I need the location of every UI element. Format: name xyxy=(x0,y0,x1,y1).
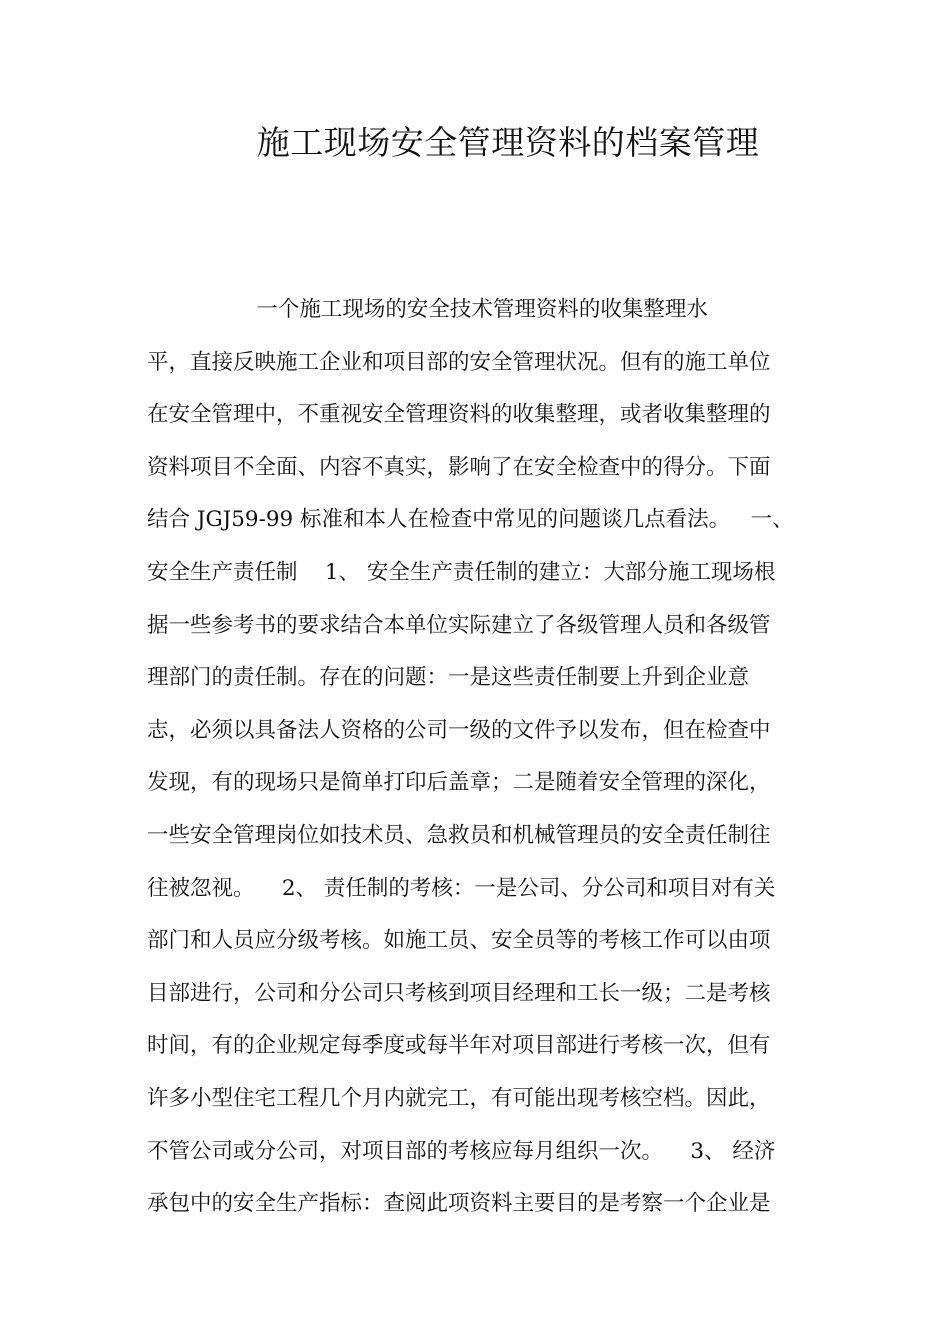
body-line: 往被忽视。 2、 责任制的考核：一是公司、分公司和项目对有关 xyxy=(147,875,776,901)
body-line: 发现，有的现场只是简单打印后盖章；二是随着安全管理的深化， xyxy=(147,770,771,796)
document-body xyxy=(147,284,807,1231)
body-line: 许多小型住宅工程几个月内就完工，有可能出现考核空档。因此， xyxy=(147,1085,771,1111)
body-line: 资料项目不全面、内容不真实，影响了在安全检查中的得分。下面 xyxy=(147,454,771,480)
body-line: 在安全管理中，不重视安全管理资料的收集整理，或者收集整理的 xyxy=(147,402,771,428)
body-line: 承包中的安全生产指标：查阅此项资料主要目的是考察一个企业是 xyxy=(147,1191,771,1217)
body-line: 时间，有的企业规定每季度或每半年对项目部进行考核一次，但有 xyxy=(147,1033,771,1059)
body-line: 不管公司或分公司，对项目部的考核应每月组织一次。 3、 经济 xyxy=(147,1138,776,1164)
body-line: 平，直接反映施工企业和项目部的安全管理状况。但有的施工单位 xyxy=(147,349,771,375)
body-line: 一些安全管理岗位如技术员、急救员和机械管理员的安全责任制往 xyxy=(147,822,771,848)
body-line: 结合 JGJ59-99 标准和本人在检查中常见的问题谈几点看法。 一、 xyxy=(147,507,794,533)
body-line: 理部门的责任制。存在的问题：一是这些责任制要上升到企业意 xyxy=(147,665,750,691)
body-line: 一个施工现场的安全技术管理资料的收集整理水 xyxy=(147,297,708,322)
body-line: 安全生产责任制 1、 安全生产责任制的建立：大部分施工现场根 xyxy=(147,559,776,585)
body-line: 部门和人员应分级考核。如施工员、安全员等的考核工作可以由项 xyxy=(147,928,771,954)
body-line: 志，必须以具备法人资格的公司一级的文件予以发布，但在检查中 xyxy=(147,717,771,743)
document-title: 施工现场安全管理资料的档案管理 xyxy=(256,123,760,162)
body-line: 据一些参考书的要求结合本单位实际建立了各级管理人员和各级管 xyxy=(147,612,771,638)
body-line: 目部进行，公司和分公司只考核到项目经理和工长一级；二是考核 xyxy=(147,980,771,1006)
